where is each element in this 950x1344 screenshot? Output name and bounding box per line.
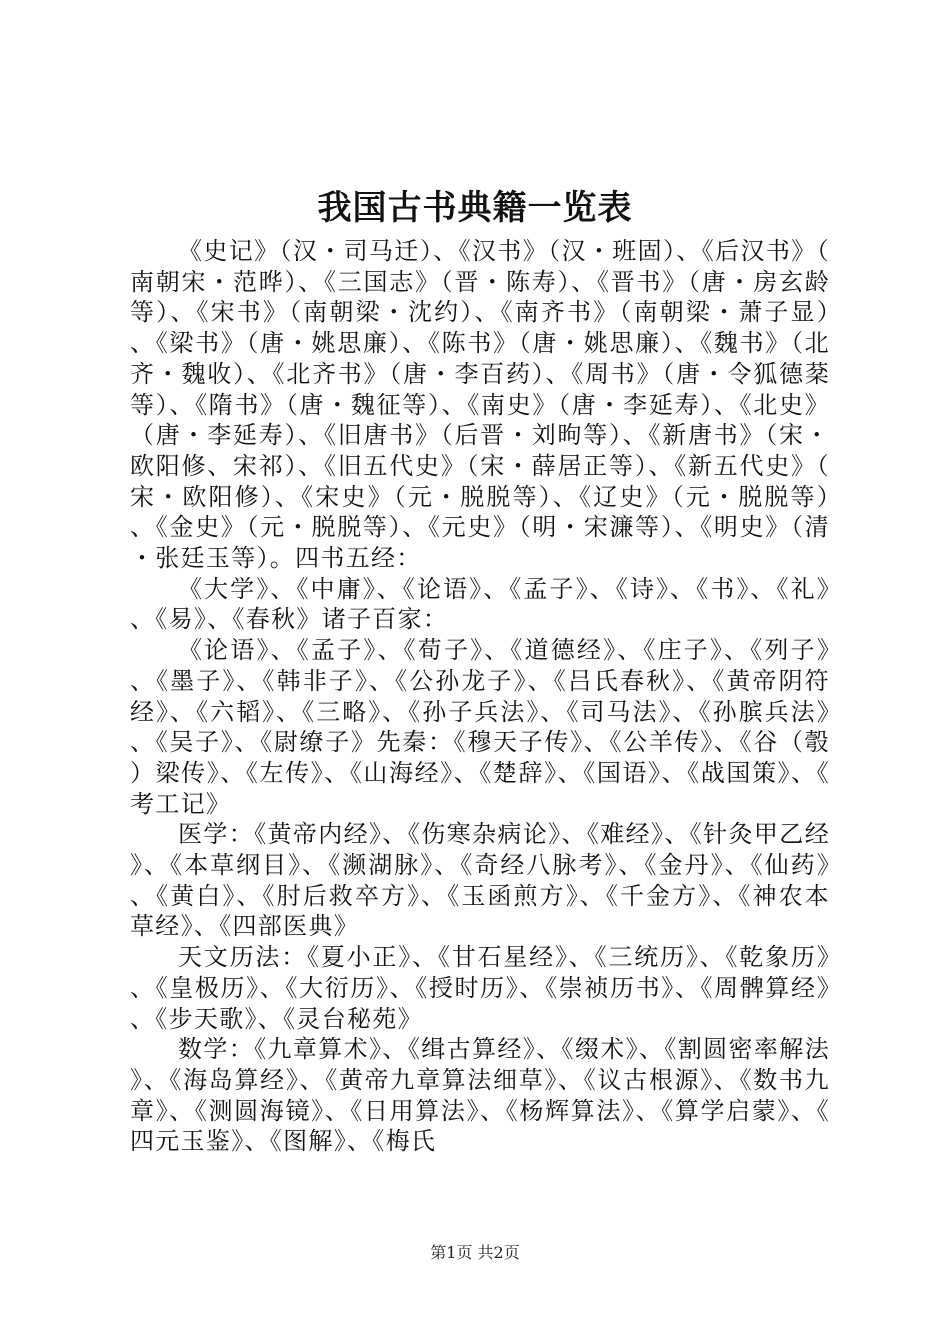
paragraph-mathematics: 数学：《九章算术》、《缉古算经》、《缀术》、《割圆密率解法》、《海岛算经》、《黄帝九章算法细草》、《议古根源》、《数书九章》、《测圆海镜》、《日用算法》、《杨辉算法》、《算学启蒙》、《四元玉鉴》、《图解》、《梅氏 xyxy=(130,1035,830,1156)
paragraph-histories: 《史记》（汉・司马迁）、《汉书》（汉・班固）、《后汉书》（南朝宋・范晔）、《三国志》（晋・陈寿）、《晋书》（唐・房玄龄等）、《宋书》（南朝梁・沈约）、《南齐书》（南朝梁・萧子显）、《梁书》（唐・姚思廉）、《陈书》（唐・姚思廉）、《魏书》（北齐・魏收）、《北齐书》（唐・李百药）、《周书》（唐・令狐德棻等）、《隋书》（唐・魏征等）、《南史》（唐・李延寿）、《北史》（唐・李延寿）、《旧唐书》（后晋・刘昫等）、《新唐书》（宋・欧阳修、宋祁）、《旧五代史》（宋・薛居正等）、《新五代史》（宋・欧阳修）、《宋史》（元・脱脱等）、《辽史》（元・脱脱等）、《金史》（元・脱脱等）、《元史》（明・宋濂等）、《明史》（清・张廷玉等）。四书五经： xyxy=(130,237,830,573)
document-title: 我国古书典籍一览表 xyxy=(317,188,633,228)
page-footer: 第1页 共2页 xyxy=(430,1243,520,1262)
paragraph-hundred-schools: 《论语》、《孟子》、《荀子》、《道德经》、《庄子》、《列子》、《墨子》、《韩非子》、《公孙龙子》、《吕氏春秋》、《黄帝阴符经》、《六韬》、《三略》、《孙子兵法》、《司马法》、《孙膑兵法》、《吴子》、《尉缭子》先秦：《穆天子传》、《公羊传》、《谷（彀）梁传》、《左传》、《山海经》、《楚辞》、《国语》、《战国策》、《考工记》 xyxy=(130,636,830,818)
paragraph-astronomy-calendar: 天文历法：《夏小正》、《甘石星经》、《三统历》、《乾象历》、《皇极历》、《大衍历》、《授时历》、《崇祯历书》、《周髀算经》、《步天歌》、《灵台秘苑》 xyxy=(130,943,830,1033)
paragraph-medicine: 医学：《黄帝内经》、《伤寒杂病论》、《难经》、《针灸甲乙经》、《本草纲目》、《濒湖脉》、《奇经八脉考》、《金丹》、《仙药》、《黄白》、《肘后救卒方》、《玉函煎方》、《千金方》、《神农本草经》、《四部医典》 xyxy=(130,820,830,941)
document-body xyxy=(130,236,830,1157)
paragraph-four-books-five-classics: 《大学》、《中庸》、《论语》、《孟子》、《诗》、《书》、《礼》、《易》、《春秋》诸子百家： xyxy=(130,574,830,634)
